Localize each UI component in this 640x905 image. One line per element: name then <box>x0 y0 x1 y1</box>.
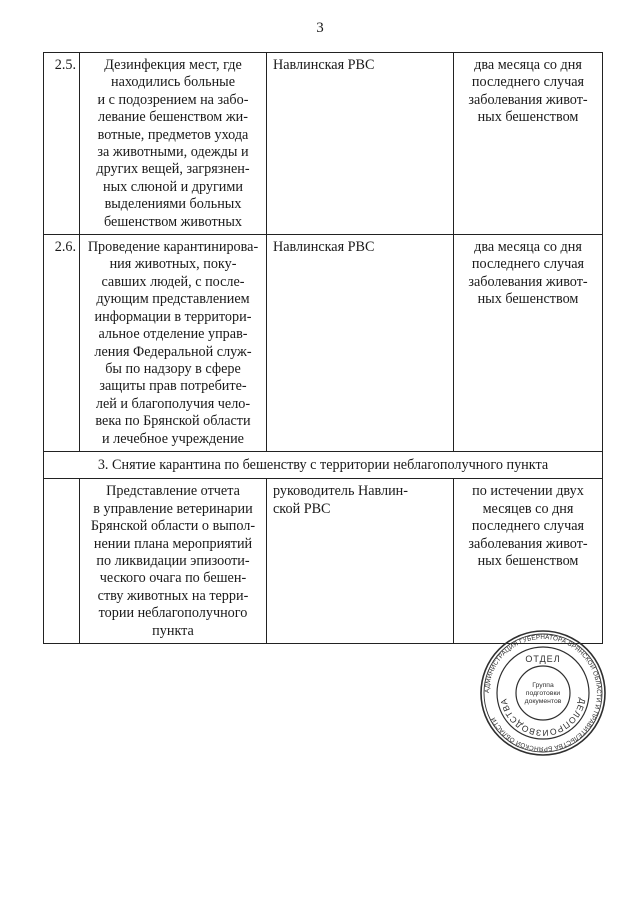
cell-text-line: ния животных, поку- <box>109 256 237 273</box>
stamp-ring-text: АДМИНИСТРАЦИЯ ГУБЕРНАТОРА БРЯНСКОЙ ОБЛАСТИ И ПРАВИТЕЛЬСТВА БРЯНСКОЙ ОБЛАСТИ <box>483 633 603 753</box>
stamp-center-top: ОТДЕЛ <box>525 654 561 664</box>
cell-text-line: заболевания живот- <box>468 273 588 290</box>
cell-text-line: последнего случая <box>471 256 585 273</box>
cell-text-line: выделениями больных <box>104 196 242 213</box>
measures-table <box>43 52 603 644</box>
cell-text-line: ления Федеральной служ- <box>94 343 252 360</box>
stamp-inner-line: Группа <box>532 682 554 689</box>
action-cell <box>80 235 267 452</box>
row-number: 2.6. <box>44 235 80 452</box>
cell-text-line: нении плана мероприятий <box>93 535 253 552</box>
cell-text-line: Навлинская РВС <box>273 57 375 73</box>
cell-text-line: по истечении двух <box>472 483 584 500</box>
cell-text-line: Дезинфекция мест, где <box>104 57 242 73</box>
cell-text-line: бешенством животных <box>104 213 242 230</box>
cell-text-line: других вещей, загрязнен- <box>96 161 250 178</box>
term-cell <box>454 53 603 235</box>
cell-text-line: вотные, предметов ухода <box>97 126 249 143</box>
cell-text-line: ных слюной и другими <box>103 178 243 195</box>
term-cell <box>454 235 603 452</box>
section-heading: 3. Снятие карантина по бешенству с территории неблагополучного пункта <box>44 451 603 478</box>
cell-text-line: ных бешенством <box>477 552 579 569</box>
cell-text-line: альное отделение управ- <box>98 326 248 343</box>
cell-text-line: лей и благополучия чело- <box>95 395 251 412</box>
cell-text-line: месяцев со дня <box>482 500 574 517</box>
cell-text-line: за животными, одежды и <box>97 144 249 161</box>
cell-text-line: по ликвидации эпизооти- <box>96 552 250 569</box>
action-cell <box>80 53 267 235</box>
cell-text-line: Навлинская РВС <box>273 239 375 256</box>
cell-text-line: ской РВС <box>273 500 331 517</box>
cell-text-line: Проведение карантинирова- <box>87 239 259 256</box>
section-heading-row <box>44 451 603 478</box>
cell-text-line: ству животных на терри- <box>97 587 249 604</box>
cell-text-line: последнего случая <box>471 518 585 535</box>
cell-text-line: два месяца со дня <box>474 239 582 256</box>
table-row <box>44 235 603 452</box>
cell-text-line: последнего случая <box>471 74 585 91</box>
cell-text-line: тории неблагополучного <box>98 605 248 622</box>
department-stamp <box>478 628 608 758</box>
cell-text-line: ческого очага по бешен- <box>99 570 247 587</box>
cell-text-line: информации в территори- <box>94 308 252 325</box>
cell-text-line: находились больные <box>110 74 236 91</box>
cell-text-line: савших людей, с после- <box>101 273 245 290</box>
cell-text-line: века по Брянской области <box>95 413 251 430</box>
cell-text-line: ных бешенством <box>477 109 579 126</box>
responsible-cell <box>267 235 454 452</box>
responsible-cell <box>267 479 454 644</box>
stamp-inner-line: документов <box>524 698 562 705</box>
cell-text-line: бы по надзору в сфере <box>105 360 241 377</box>
cell-text-line: в управление ветеринарии <box>93 500 253 517</box>
cell-text-line: и лечебное учреждение <box>102 430 244 447</box>
action-cell <box>80 479 267 644</box>
cell-text-line: заболевания живот- <box>468 535 588 552</box>
cell-text-line: дующим представлением <box>96 291 250 308</box>
cell-text-line: защиты прав потребите- <box>99 378 247 395</box>
cell-text-line: пункта <box>152 622 194 639</box>
cell-text-line: и с подозрением на забо- <box>97 91 249 108</box>
row-number <box>44 479 80 644</box>
page-number: 3 <box>316 20 324 36</box>
cell-text-line: два месяца со дня <box>474 57 582 73</box>
cell-text-line: ных бешенством <box>477 291 579 308</box>
stamp-inner-line: подготовки <box>525 690 561 697</box>
cell-text-line: левание бешенством жи- <box>98 109 248 126</box>
table-row <box>44 53 603 235</box>
term-cell <box>454 479 603 644</box>
cell-text-line: Брянской области о выпол- <box>90 518 256 535</box>
cell-text-line: Представление отчета <box>106 483 240 500</box>
stamp-center-arc: ДЕЛОПРОИЗВОДСТВА <box>498 697 588 739</box>
table-row <box>44 479 603 644</box>
row-number: 2.5. <box>44 53 80 235</box>
responsible-cell <box>267 53 454 235</box>
cell-text-line: заболевания живот- <box>468 91 588 108</box>
cell-text-line: руководитель Навлин- <box>273 483 409 500</box>
